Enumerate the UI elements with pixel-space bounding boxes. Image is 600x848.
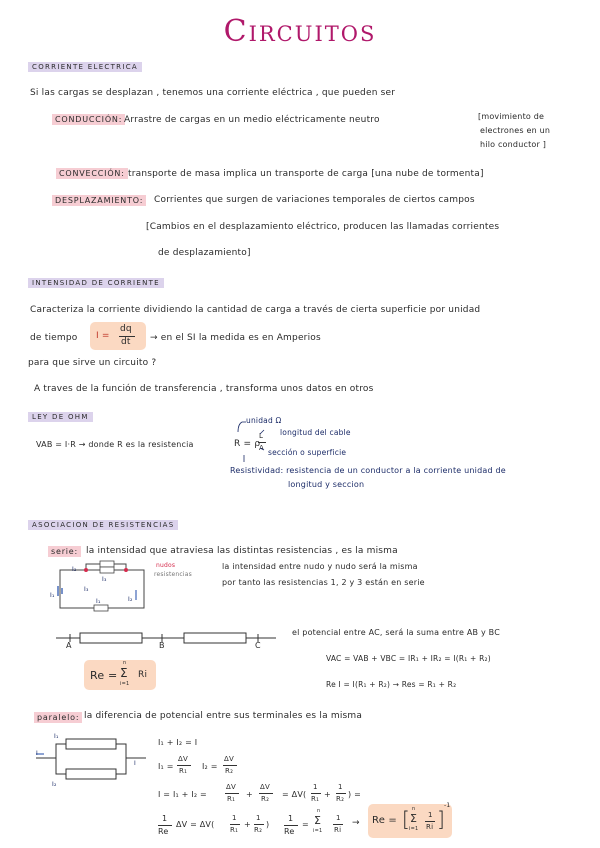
- paralelo-eq-3-r1: R₁: [227, 795, 236, 803]
- ohm-formula-a: A: [259, 444, 264, 452]
- paralelo-eq-2-dv-2: ΔV: [224, 755, 234, 763]
- paralelo-eq-4-plus: +: [244, 820, 251, 829]
- re-serie-rhs: Ri: [138, 670, 148, 680]
- fraction-bar: [225, 793, 239, 794]
- re-serie-sum: Σ: [120, 666, 128, 680]
- re-paralelo-bracket-close: ]: [437, 807, 446, 831]
- corriente-intro: Si las cargas se desplazan , tenemos una corriente eléctrica , que pueden ser: [30, 88, 396, 98]
- node-a: A: [66, 641, 72, 650]
- fraction-bar: [177, 765, 191, 766]
- fraction-bar: [284, 825, 298, 826]
- paralelo-text: la diferencia de potencial entre sus terminales es la misma: [84, 711, 363, 721]
- paralelo-eq-2-r1: R₁: [179, 767, 188, 775]
- intensidad-formula-lhs: I =: [96, 331, 110, 341]
- series-circuit-diagram: [46, 560, 156, 620]
- intensidad-line-2-pre: de tiempo: [30, 333, 78, 343]
- ohm-resistividad-1: Resistividad: resistencia de un conductor a la corriente unidad de: [230, 466, 506, 475]
- series-label-i3: I₃: [102, 576, 107, 583]
- fraction-bar: [223, 765, 237, 766]
- series-label-i3-mid: I₃: [84, 586, 89, 593]
- paralelo-eq-5-arrow: →: [352, 818, 360, 828]
- resistor-chain-diagram: [56, 628, 276, 648]
- potencial-text: el potencial entre AC, será la suma entre AB y BC: [292, 628, 500, 637]
- re-paralelo-one: 1: [428, 811, 433, 819]
- fraction-bar: [158, 825, 172, 826]
- page-title: Circuitos: [223, 14, 377, 49]
- ohm-formula: R = ρ: [234, 439, 261, 449]
- paralelo-eq-4-r1: R₁: [230, 826, 239, 834]
- desplazamiento-note-1: [Cambios en el desplazamiento eléctrico, producen las llamadas corrientes: [146, 222, 500, 232]
- serie-eq-1: VAC = VAB + VBC = IR₁ + IR₂ = I(R₁ + R₂): [326, 654, 491, 663]
- fraction-bar: [230, 824, 240, 825]
- ohm-law: VAB = I·R → donde R es la resistencia: [36, 440, 194, 449]
- parallel-label-i1: I₁: [54, 733, 59, 740]
- paralelo-eq-3-dv-1: ΔV: [226, 783, 236, 791]
- section-heading-intensidad: INTENSIDAD DE CORRIENTE: [28, 278, 164, 288]
- paralelo-eq-5-ri: Ri: [334, 826, 342, 834]
- re-serie-sum-top: n: [123, 660, 127, 666]
- paralelo-eq-5-one: 1: [288, 814, 294, 823]
- re-paralelo-ri: Ri: [426, 823, 434, 831]
- conduccion-label: CONDUCCIÓN:: [52, 114, 125, 125]
- desplazamiento-label: DESPLAZAMIENTO:: [52, 195, 146, 206]
- node-b: B: [159, 641, 165, 650]
- paralelo-eq-4-re: Re: [158, 827, 169, 836]
- series-label-i1-bottom: I₁: [96, 598, 101, 605]
- serie-label: serie:: [48, 546, 81, 557]
- series-label-i1-left: I₁: [50, 592, 55, 599]
- parallel-label-i2: I₂: [52, 781, 57, 788]
- intensidad-line-1: Caracteriza la corriente dividiendo la cantidad de carga a través de cierta superficie por unidad: [30, 305, 481, 315]
- paralelo-eq-3-r2: R₂: [261, 795, 270, 803]
- re-paralelo-sum-bot: i=1: [409, 826, 419, 832]
- re-paralelo-bracket-open: [: [402, 807, 411, 831]
- legend-resistencias: resistencias: [154, 571, 192, 578]
- paralelo-eq-3-mid: = ΔV(: [282, 790, 307, 799]
- paralelo-eq-2-i1: I₁ =: [158, 762, 174, 771]
- ohm-ann-longitud: longitud del cable: [280, 428, 351, 437]
- fraction-bar: [425, 821, 435, 822]
- paralelo-eq-4-end: ): [266, 820, 270, 829]
- paralelo-eq-3-dv-2: ΔV: [260, 783, 270, 791]
- circuito-answer: A traves de la función de transferencia , transforma unos datos en otros: [34, 384, 374, 394]
- ohm-ann-unidad: unidad Ω: [246, 416, 282, 425]
- serie-text-3: por tanto las resistencias 1, 2 y 3 están en serie: [222, 578, 425, 587]
- paralelo-eq-3-one-1: 1: [313, 783, 318, 791]
- fraction-bar: [259, 793, 273, 794]
- fraction-bar: [311, 793, 321, 794]
- ohm-resistividad-2: longitud y seccion: [288, 480, 365, 489]
- parallel-label-i-left: I: [36, 750, 38, 757]
- node-c: C: [255, 641, 261, 650]
- paralelo-label: paralelo:: [34, 712, 82, 723]
- conveccion-text: transporte de masa implica un transporte de carga [una nube de tormenta]: [128, 169, 484, 179]
- paralelo-eq-3-plus-2: +: [324, 790, 331, 799]
- section-heading-corriente: CORRIENTE ELECTRICA: [28, 62, 142, 72]
- circuito-question: para que sirve un circuito ?: [28, 358, 157, 368]
- series-label-i2: I₂: [72, 566, 77, 573]
- paralelo-eq-2-i2: I₂ =: [202, 762, 218, 771]
- fraction-bar: [336, 793, 346, 794]
- series-label-i2-right: I₂: [128, 596, 133, 603]
- paralelo-eq-4-r2: R₂: [254, 826, 263, 834]
- intensidad-line-2-post: → en el SI la medida es en Amperios: [150, 333, 321, 343]
- ohm-ann-seccion: sección o superficie: [268, 448, 347, 457]
- re-serie-lhs: Re =: [90, 669, 118, 682]
- paralelo-eq-3-lhs: I = I₁ + I₂ =: [158, 790, 207, 799]
- section-heading-ohm: LEY DE OHM: [28, 412, 93, 422]
- conduccion-note-2: electrones en un: [480, 126, 551, 135]
- legend-nudos: nudos: [156, 562, 176, 569]
- paralelo-eq-5-sum-top: n: [317, 808, 321, 814]
- re-paralelo-sum: Σ: [410, 812, 418, 825]
- re-paralelo-sum-top: n: [412, 806, 416, 812]
- re-serie-box: [84, 660, 156, 690]
- paralelo-eq-5-one-b: 1: [336, 814, 341, 822]
- desplazamiento-note-2: de desplazamiento]: [158, 248, 251, 258]
- paralelo-eq-5-eq: =: [302, 820, 309, 829]
- serie-eq-2: Re I = I(R₁ + R₂) → Res = R₁ + R₂: [326, 680, 457, 689]
- intensidad-formula-num: dq: [120, 324, 132, 334]
- re-paralelo-box: [368, 804, 452, 838]
- conduccion-note-1: [movimiento de: [478, 112, 545, 121]
- paralelo-eq-3-end: ) =: [348, 790, 361, 799]
- fraction-bar: [254, 824, 264, 825]
- paralelo-eq-5-sum: Σ: [314, 814, 322, 827]
- paralelo-eq-2-r2: R₂: [225, 767, 234, 775]
- serie-text-1: la intensidad que atraviesa las distintas resistencias , es la misma: [86, 546, 398, 556]
- paralelo-eq-3-plus: +: [246, 790, 253, 799]
- parallel-circuit-diagram: [36, 734, 146, 786]
- conduccion-note-3: hilo conductor ]: [480, 140, 547, 149]
- paralelo-eq-2-dv-1: ΔV: [178, 755, 188, 763]
- paralelo-eq-1: I₁ + I₂ = I: [158, 738, 198, 747]
- section-heading-asociacion: ASOCIACION DE RESISTENCIAS: [28, 520, 178, 530]
- paralelo-eq-3-r1b: R₁: [311, 795, 320, 803]
- intensidad-formula-box: [90, 322, 146, 350]
- paralelo-eq-3-one-2: 1: [338, 783, 343, 791]
- paralelo-eq-3-r2b: R₂: [336, 795, 345, 803]
- re-paralelo-exp: -1: [444, 802, 451, 809]
- conveccion-label: CONVECCIÓN:: [56, 168, 128, 179]
- paralelo-eq-5-sum-bot: i=1: [313, 828, 323, 834]
- paralelo-eq-4-one: 1: [162, 814, 168, 823]
- serie-text-2: la intensidad entre nudo y nudo será la misma: [222, 562, 418, 571]
- parallel-label-i-right: I: [134, 760, 136, 767]
- desplazamiento-text: Corrientes que surgen de variaciones temporales de ciertos campos: [154, 195, 475, 205]
- intensidad-formula-den: dt: [121, 337, 131, 347]
- conduccion-text: Arrastre de cargas en un medio eléctricamente neutro: [124, 115, 380, 125]
- re-paralelo-lhs: Re =: [372, 815, 398, 826]
- paralelo-eq-5-re: Re: [284, 827, 295, 836]
- fraction-bar: [333, 824, 343, 825]
- paralelo-eq-4-one-1: 1: [232, 814, 237, 822]
- re-serie-sum-bot: i=1: [120, 681, 130, 687]
- paralelo-eq-4-one-2: 1: [256, 814, 261, 822]
- paralelo-eq-4-mid: ΔV = ΔV(: [176, 820, 215, 829]
- ohm-formula-l: L: [259, 432, 264, 440]
